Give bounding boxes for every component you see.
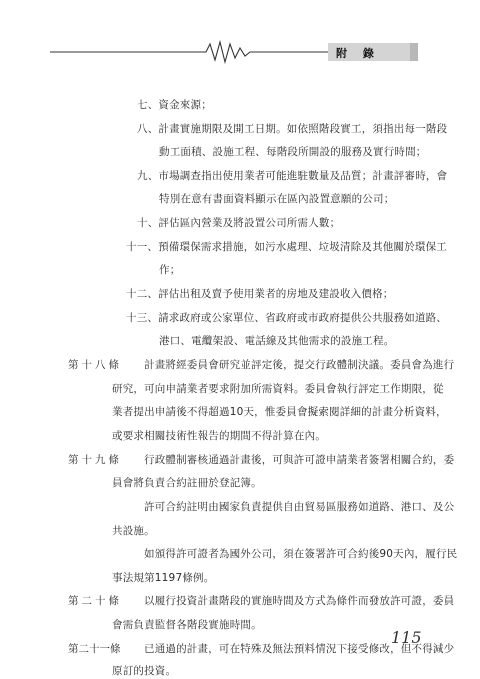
article-21-line: 原訂的投資。	[112, 665, 177, 677]
item-9-cont: 特別在意有書面資料顯示在區內設置意願的公司；	[159, 193, 395, 205]
article-19-label: 第十九條	[68, 454, 122, 466]
item-8-cont: 動工面積、設施工程、每階段所開設的服務及實行時間；	[159, 146, 427, 158]
article-19-line: 如頒得許可證者為國外公司，須在簽署許可合約後90天內，履行民	[144, 548, 458, 560]
item-12: 十二、評估出租及賣予使用業者的房地及建設收入價格；	[126, 288, 394, 300]
item-10: 十、評估區內營業及將設置公司所需人數；	[137, 217, 341, 229]
item-11: 十一、預備環保需求措施，如污水處理、垃圾清除及其他關於環保工	[126, 241, 447, 253]
article-19-line: 行政體制審核通過計畫後，可與許可證申請業者簽署相關合約，委	[144, 454, 455, 466]
article-21-line: 已通過的計畫，可在特殊及無法預料情況下接受修改，但不得減少	[144, 643, 455, 655]
article-18-line: 或要求相關技術性報告的期間不得計算在內。	[112, 430, 326, 442]
article-18-label: 第十八條	[68, 359, 122, 371]
page-number: 115	[391, 628, 422, 647]
article-18-line: 計畫將經委員會研究並評定後，提交行政體制決議。委員會為進行	[144, 359, 455, 371]
page-header	[0, 36, 480, 68]
article-20-line: 會需負責監督各階段實施時間。	[112, 619, 262, 631]
item-13: 十三、請求政府或公家單位、省政府或市政府提供公共服務如道路、	[126, 312, 447, 324]
header-ornament	[0, 36, 480, 68]
item-13-cont: 港口、電纜架設、電話線及其他需求的設施工程。	[159, 335, 395, 347]
header-label: 附 錄	[336, 47, 380, 60]
article-19-line: 事法規第1197條例。	[112, 572, 215, 584]
article-18-line: 研究，可向申請業者要求附加所需資料。委員會執行評定工作期限，從	[112, 383, 444, 395]
article-20-label: 第二十條	[68, 595, 122, 607]
item-11-cont: 作；	[159, 264, 181, 276]
article-19-line: 員會將負責合約註冊於登記簿。	[112, 477, 262, 489]
item-7: 七、資金來源；	[137, 99, 212, 111]
article-21-label: 第二十一條	[68, 643, 121, 655]
article-19-line: 許可合約註明由國家負責提供自由貿易區服務如道路、港口、及公	[144, 501, 455, 513]
item-9: 九、市場調查指出使用業者可能進駐數量及品質；計畫評審時，會	[137, 170, 448, 182]
article-19-line: 共設施。	[112, 525, 155, 537]
article-20-line: 以履行投資計畫階段的實施時間及方式為條件而發放許可證，委員	[144, 595, 455, 607]
item-8: 八、計畫實施期限及開工日期。如依照階段實工，須指出每一階段	[137, 123, 448, 135]
article-18-line: 業者提出申請後不得超過10天，惟委員會擬索閱詳細的計畫分析資料，	[112, 406, 447, 418]
